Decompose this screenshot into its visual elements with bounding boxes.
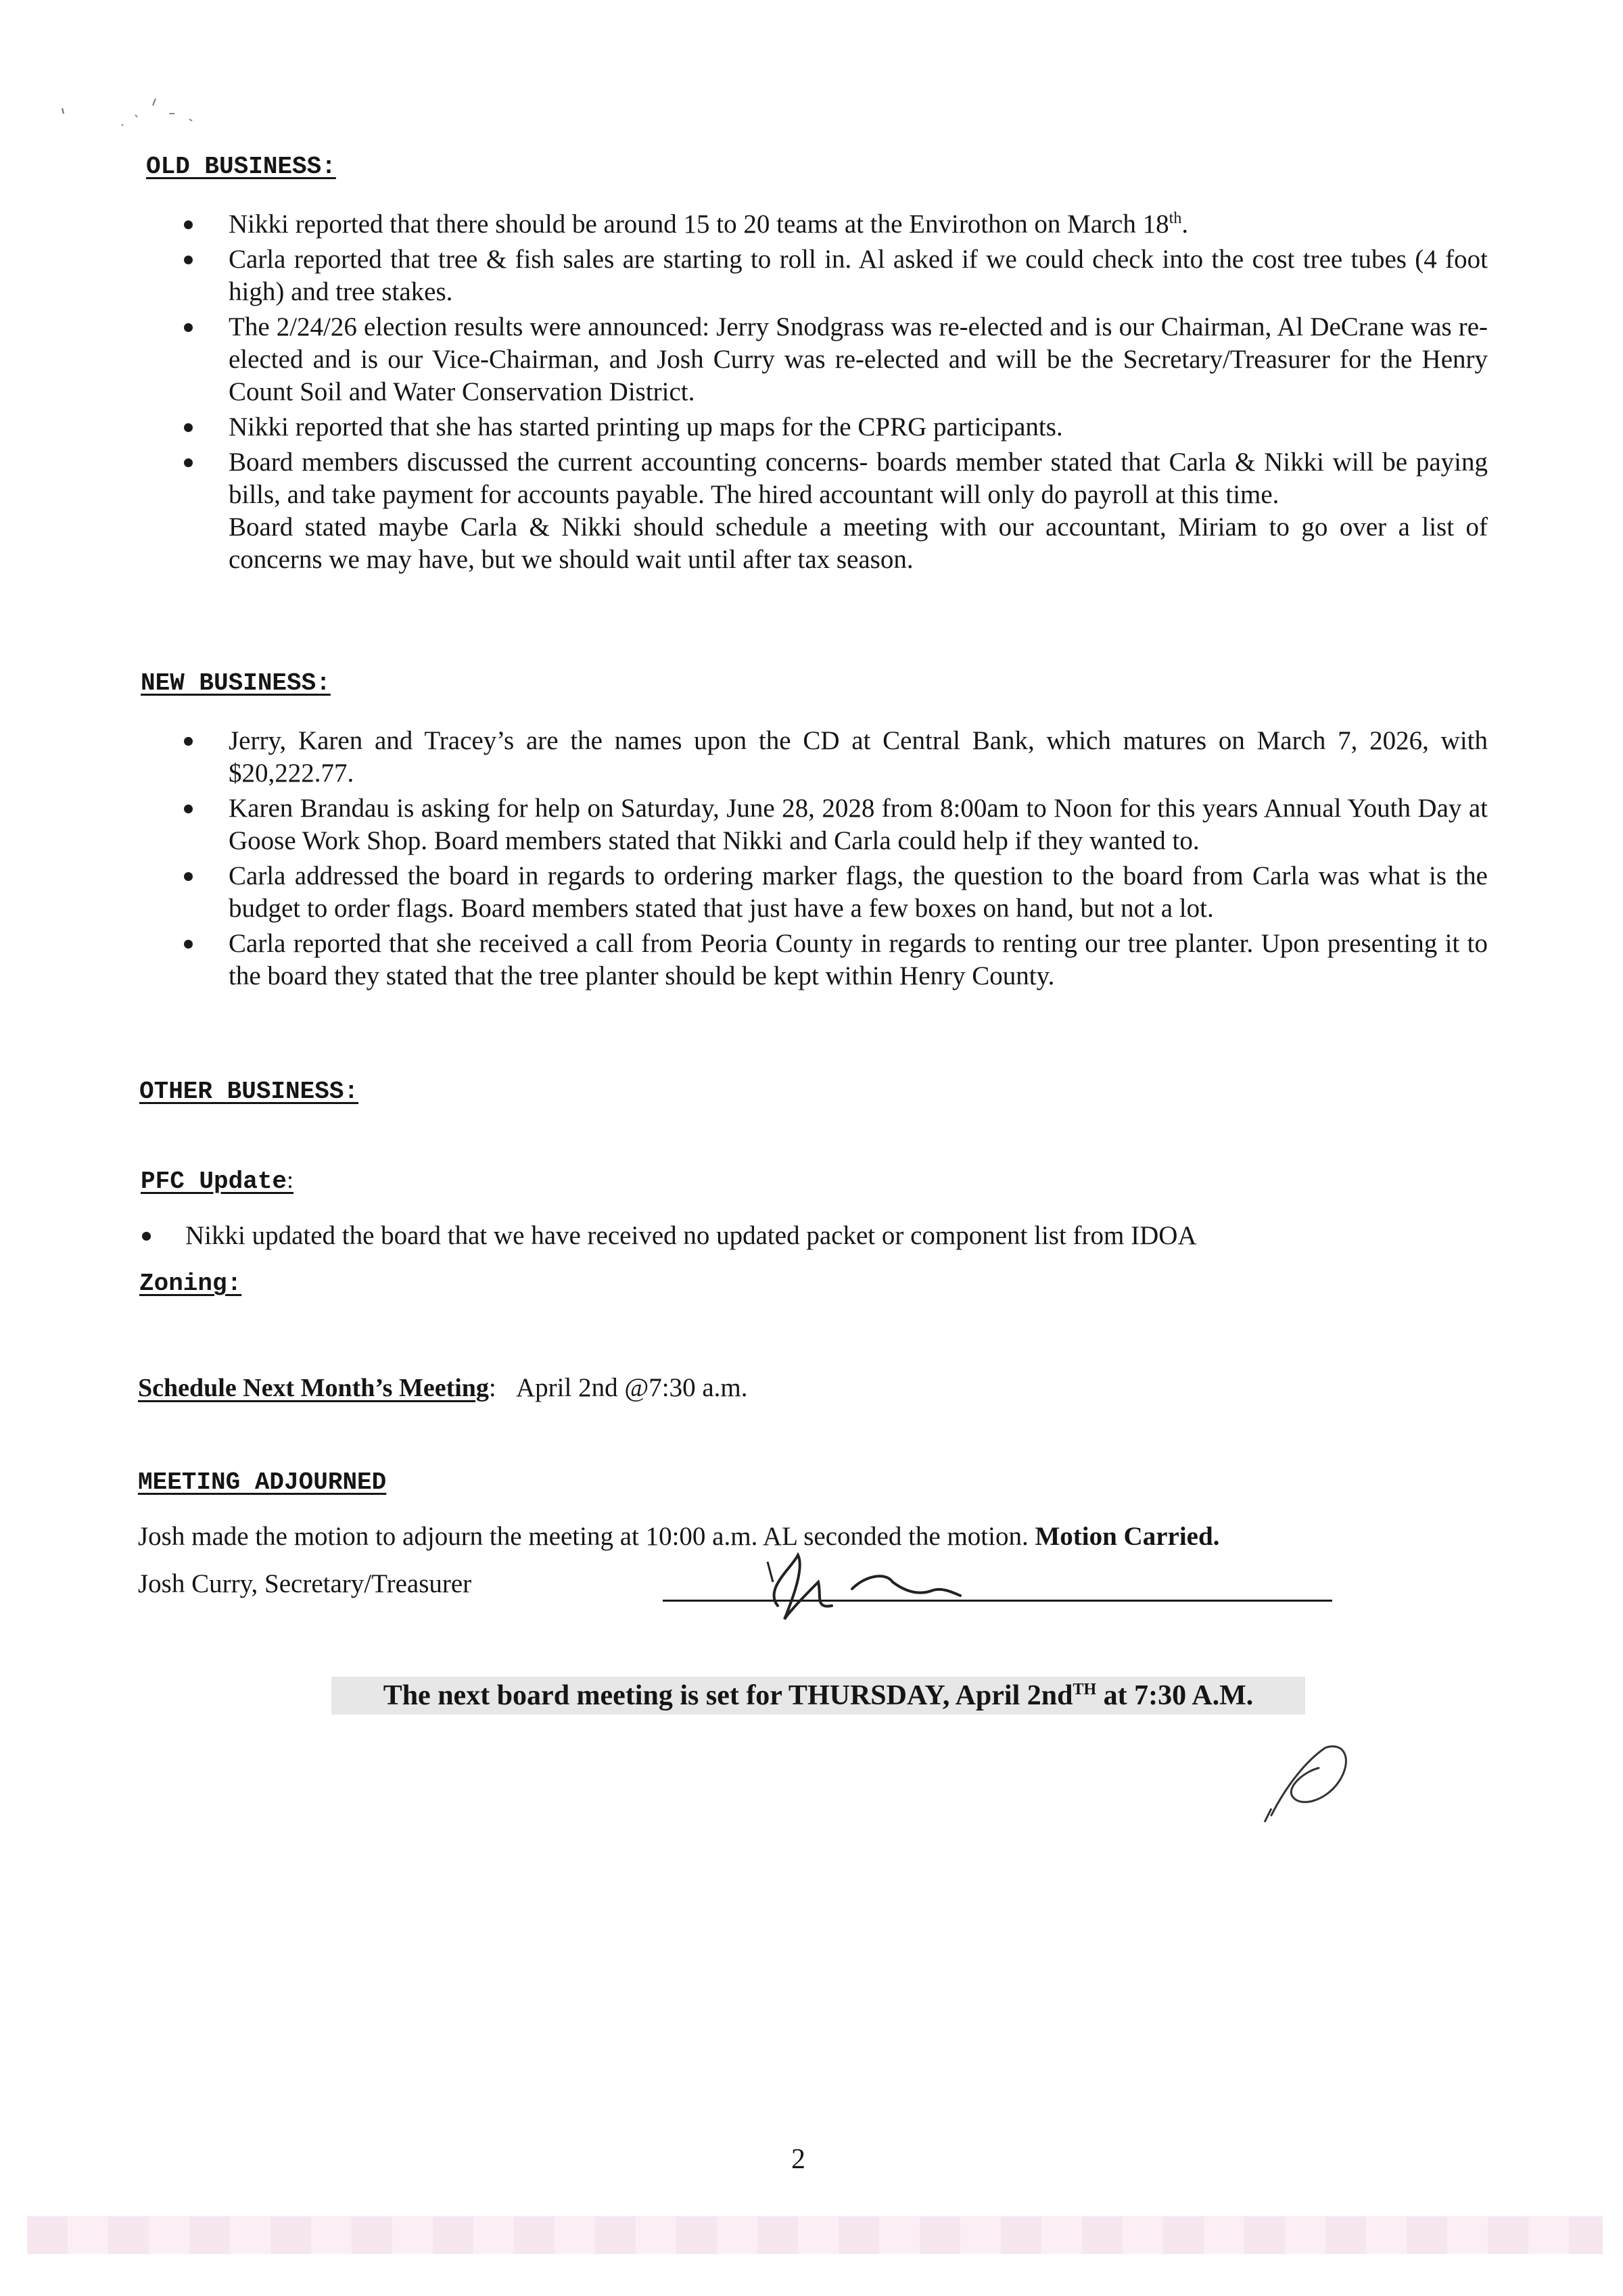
list-item: Jerry, Karen and Tracey’s are the names upon the CD at Central Bank, which matures on March 7, 2026, with $20,222.77. [138,725,1488,790]
schedule-value: April 2nd @7:30 a.m. [516,1373,748,1402]
handwritten-initials [1244,1734,1359,1829]
next-meeting-notice: The next board meeting is set for THURSDAY, April $2nd^{TH}$ at 7:30 A.M. [331,1677,1305,1715]
list-item: Nikki reported that there should be around 15 to 20 teams at the Envirothon on March 18th. [138,208,1488,241]
meeting-adjourned-heading: MEETING ADJOURNED [138,1468,387,1496]
motion-result: Motion Carried. [1035,1522,1220,1551]
adjourn-motion: Josh made the motion to adjourn the meeting at 10:00 a.m. AL seconded the motion. Motion Carried. [138,1522,1220,1551]
old-business-heading: OLD BUSINESS: [146,153,336,181]
zoning-heading: Zoning: [139,1270,242,1297]
list-item: Carla reported that tree & fish sales are starting to roll in. Al asked if we could check into the cost tree tubes (4 foot high) and tree stakes. [138,243,1488,308]
list-item: Board members discussed the current accounting concerns- boards member stated that Carla & Nikki will be paying bills, and take payment for accounts payable. The hired accountant will only do payroll at this time. Board stated maybe Carla & Nikki should schedule a meeting with our accountant, Miriam to go over a list of concerns we may have, but we should wait until after tax season. [138,446,1488,576]
scan-artifact-strip [27,2216,1603,2254]
list-item: Nikki reported that she has started printing up maps for the CPRG participants. [138,411,1488,444]
handwritten-signature [751,1541,967,1629]
list-item: The 2/24/26 election results were announced: Jerry Snodgrass was re-elected and is our Chairman, Al DeCrane was re-elected and is our Vice-Chairman, and Josh Curry was re-elected and will be the Secretary/Treasurer for the Henry Count Soil and Water Conservation District. [138,311,1488,408]
list-item: Karen Brandau is asking for help on Saturday, June 28, 2028 from 8:00am to Noon for this years Annual Youth Day at Goose Work Shop. Board members stated that Nikki and Carla could help if they wanted to. [138,792,1488,857]
schedule-label: Schedule Next Month’s Meeting [138,1374,489,1402]
list-item: Carla reported that she received a call from Peoria County in regards to renting our tree planter. Upon presenting it to the board they stated that the tree planter should be kept within Henry County. [138,928,1488,992]
new-business-heading: NEW BUSINESS: [141,669,331,697]
old-business-list [138,208,1488,579]
pfc-update-heading: PFC Update: [141,1166,294,1195]
signer-name: Josh Curry, Secretary/Treasurer [138,1569,472,1598]
list-item: Carla addressed the board in regards to ordering marker flags, the question to the board from Carla was what is the budget to order flags. Board members stated that just have a few boxes on hand, but not a lot. [138,860,1488,925]
other-business-heading: OTHER BUSINESS: [139,1078,359,1105]
page-number: 2 [791,2144,805,2175]
pfc-update-list [138,1220,1488,1255]
scan-specks [54,95,210,135]
new-business-list [138,725,1488,995]
schedule-next-meeting: Schedule Next Month’s Meeting: April 2nd @7:30 a.m. [138,1373,748,1402]
list-item: Nikki updated the board that we have received no updated packet or component list from IDOA [138,1220,1488,1252]
